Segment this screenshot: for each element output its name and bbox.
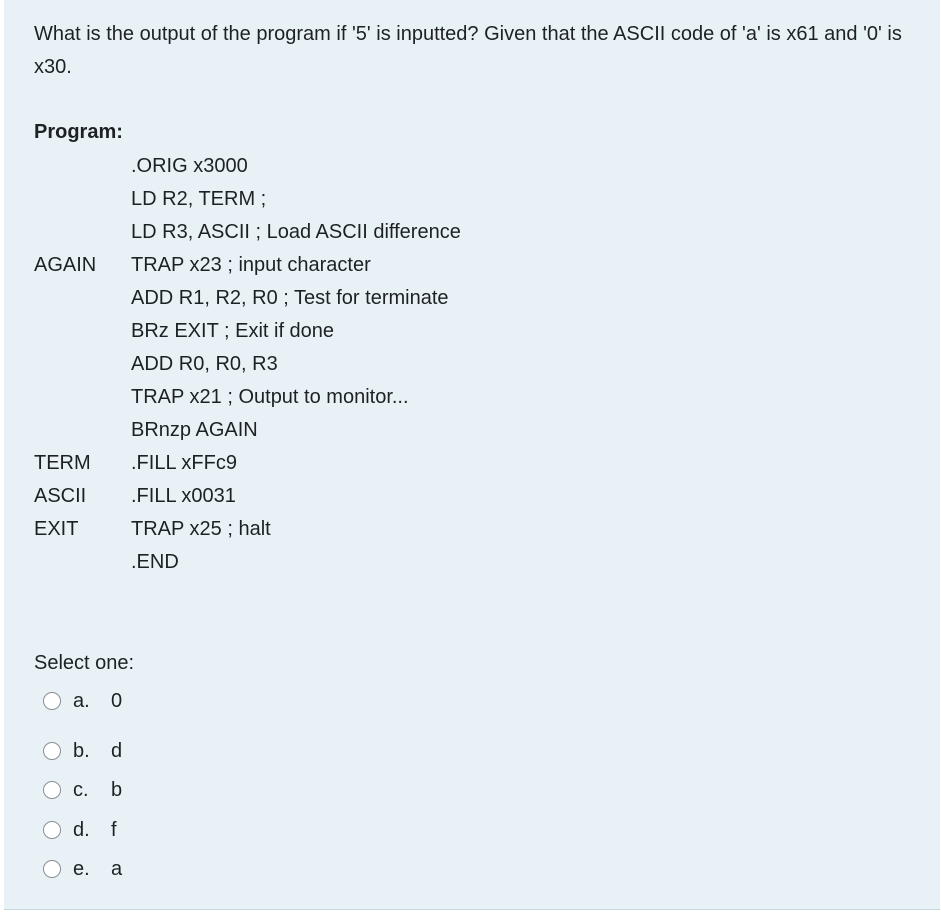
- code-instruction: .ORIG x3000: [131, 155, 248, 177]
- code-instruction: LD R3, ASCII ; Load ASCII difference: [131, 221, 461, 243]
- option-letter: b.: [73, 739, 90, 762]
- radio-button[interactable]: [43, 860, 61, 878]
- option-letter: c.: [73, 778, 89, 801]
- code-instruction: TRAP x25 ; halt: [131, 518, 271, 540]
- answer-option-c[interactable]: [43, 775, 122, 805]
- answer-option-e[interactable]: [43, 854, 122, 884]
- code-label: TERM: [34, 452, 91, 474]
- code-instruction: ADD R1, R2, R0 ; Test for terminate: [131, 287, 449, 309]
- code-instruction: .FILL xFFc9: [131, 452, 237, 474]
- option-letter: e.: [73, 857, 90, 880]
- option-text: 0: [111, 689, 123, 712]
- code-instruction: BRz EXIT ; Exit if done: [131, 320, 335, 342]
- code-label: AGAIN: [34, 254, 97, 276]
- select-one-prompt: Select one:: [34, 652, 135, 674]
- radio-button[interactable]: [43, 692, 61, 710]
- option-text: a: [111, 857, 123, 880]
- question-text: What is the output of the program if '5' is inputted? Given that the ASCII code of 'a' is x61 and '0' is x30.: [34, 23, 902, 78]
- radio-button[interactable]: [43, 742, 61, 760]
- answer-option-d[interactable]: [43, 815, 117, 845]
- option-text: f: [111, 818, 117, 841]
- code-instruction: TRAP x21 ; Output to monitor...: [131, 386, 409, 408]
- program-heading: Program:: [34, 121, 123, 143]
- answer-option-b[interactable]: [43, 736, 122, 766]
- code-label: EXIT: [34, 518, 79, 540]
- code-instruction: BRnzp AGAIN: [131, 419, 258, 441]
- option-text: d: [111, 739, 123, 762]
- option-letter: a.: [73, 689, 90, 712]
- answer-option-a[interactable]: [43, 686, 122, 716]
- option-letter: d.: [73, 818, 90, 841]
- question-card: [4, 0, 940, 910]
- code-instruction: .END: [131, 551, 179, 573]
- radio-button[interactable]: [43, 781, 61, 799]
- code-instruction: LD R2, TERM ;: [131, 188, 267, 210]
- radio-button[interactable]: [43, 821, 61, 839]
- code-instruction: .FILL x0031: [131, 485, 236, 507]
- option-text: b: [111, 778, 123, 801]
- code-instruction: ADD R0, R0, R3: [131, 353, 278, 375]
- code-label: ASCII: [34, 485, 87, 507]
- code-instruction: TRAP x23 ; input character: [131, 254, 371, 276]
